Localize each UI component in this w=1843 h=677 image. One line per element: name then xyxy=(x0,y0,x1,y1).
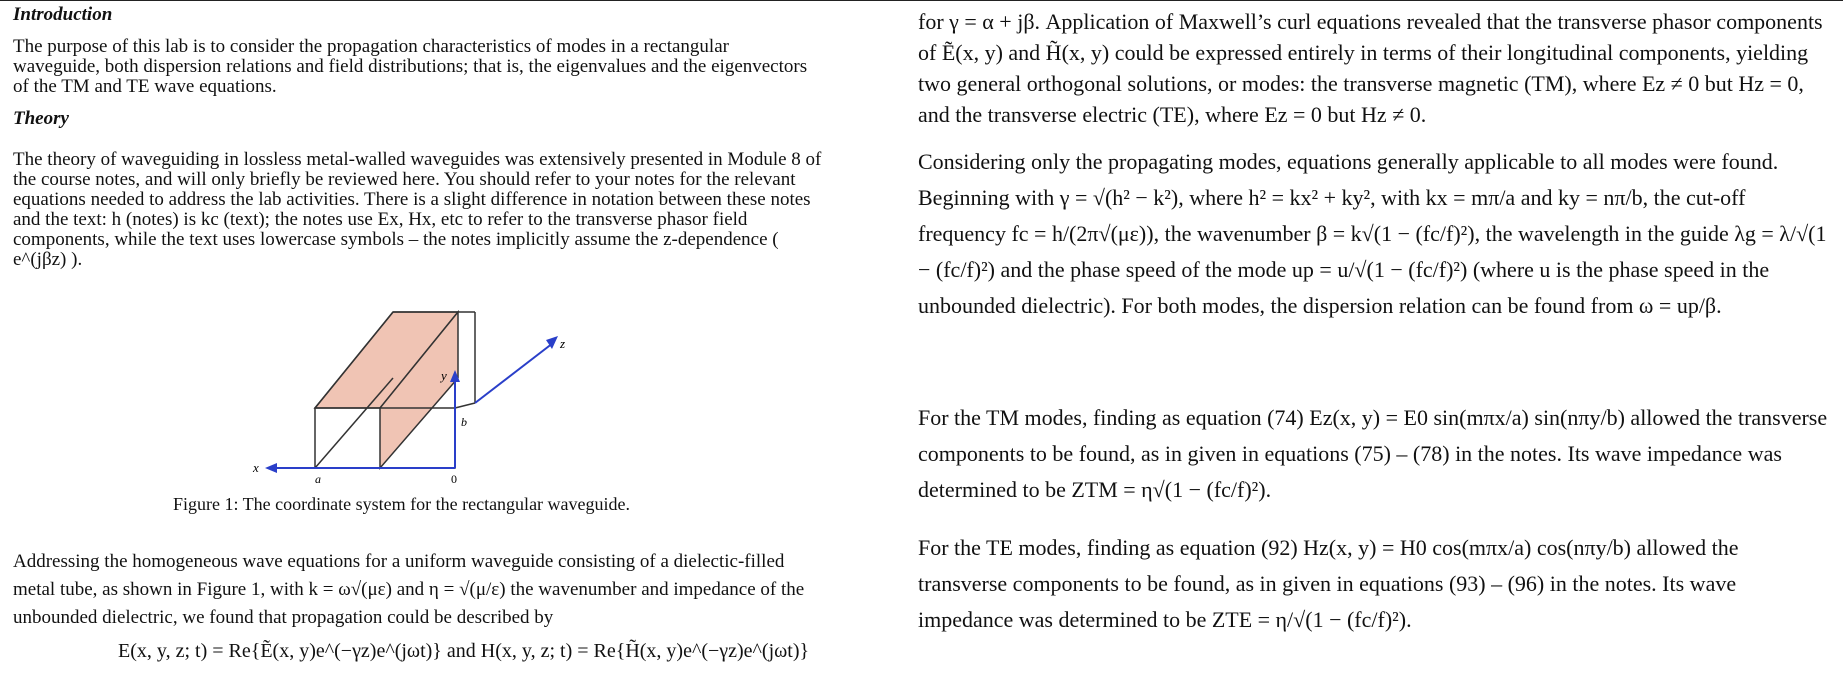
dimension-a-label: a xyxy=(315,472,321,486)
right-paragraph-2: Considering only the propagating modes, equations generally applicable to all modes were found. Beginning with γ = √(h² − k²), where h² = kx² + ky², with kx = mπ/a and ky = nπ/b, the cut-off frequency fc = h/(2π√(με)), the wavenumber β = k√(1 − (fc/f)²), the wavelength in the guide λg = λ/√(1 − (fc/f)²) and the phase speed of the mode up = u/√(1 − (fc/f)²) (where u is the phase speed in the unbounded dielectric). For both modes, the dispersion relation can be found from ω = up/β. xyxy=(918,149,1827,318)
intro-paragraph: The purpose of this lab is to consider the propagation characteristics of modes in a rectangular waveguide, both dispersion relations and field distributions; that is, the eigenvalues and the eigenvectors of the TM and TE wave equations. xyxy=(13,36,808,97)
theory-section xyxy=(13,108,69,130)
right-paragraph-3: For the TM modes, finding as equation (74) Ez(x, y) = E0 sin(mπx/a) sin(nπy/b) allowed the transverse components to be found, as in given in equations (75) – (78) in the notes. Its wave impedance was determined to be ZTM = η√(1 − (fc/f)²). xyxy=(918,405,1828,502)
intro-section xyxy=(13,4,828,26)
right-para3-wrap xyxy=(918,400,1833,508)
field-equation: E(x, y, z; t) = Re{Ẽ(x, y)e^(−γz)e^(jωt)} and H(x, y, z; t) = Re{H̃(x, y)e^(−γz)e^(jωt)} xyxy=(118,640,810,662)
x-axis-label: x xyxy=(253,460,259,475)
addressing-paragraph-wrap xyxy=(13,548,828,632)
theory-paragraph: The theory of waveguiding in lossless metal-walled waveguides was extensively presented in Module 8 of the course notes, and will only briefly be reviewed here. You should refer to your notes for the relevant equations needed to address the lab activities. There is a slight difference in notation between these notes and the text: h (notes) is kc (text); the notes use Ex, Hx, etc to refer to the transverse phasor field components, while the text uses lowercase symbols – the notes implicitly assume the z-dependence ( e^(jβz) ). xyxy=(13,149,822,270)
addressing-paragraph: Addressing the homogeneous wave equations for a uniform waveguide consisting of a dielectic-filled metal tube, as shown in Figure 1, with k = ω√(με) and η = √(μ/ε) the wavenumber and impedance of the unbounded dielectric, we found that propagation could be described by xyxy=(13,551,805,628)
intro-heading: Introduction xyxy=(13,4,113,25)
right-paragraph-1: for γ = α + jβ. Application of Maxwell’s curl equations revealed that the transverse phasor components of Ẽ(x, y) and H̃(x, y) could be expressed entirely in terms of their longitudinal components, yielding two general orthogonal solutions, or modes: the transverse magnetic (TM), where Ez ≠ 0 but Hz = 0, and the transverse electric (TE), where Ez = 0 but Hz ≠ 0. xyxy=(918,9,1823,127)
y-axis-label: y xyxy=(441,368,447,383)
z-axis-line xyxy=(475,343,553,403)
figure-caption: Figure 1: The coordinate system for the rectangular waveguide. xyxy=(173,494,631,514)
dimension-b-label: b xyxy=(461,415,467,429)
theory-heading: Theory xyxy=(13,108,69,129)
right-para1-wrap xyxy=(918,6,1833,130)
top-border-line xyxy=(0,0,1843,1)
x-axis-arrow xyxy=(265,463,277,473)
theory-paragraph-wrap xyxy=(13,150,828,270)
origin-label: 0 xyxy=(451,472,457,486)
waveguide-diagram xyxy=(253,308,613,486)
z-axis-label: z xyxy=(560,336,566,351)
waveguide-figure xyxy=(253,308,613,486)
intro-paragraph-wrap xyxy=(13,37,813,97)
right-paragraph-4: For the TE modes, finding as equation (92) Hz(x, y) = H0 cos(mπx/a) cos(nπy/b) allowed the transverse components to be found, as in given in equations (93) – (96) in the notes. Its wave impedance was determined to be ZTE = η/√(1 − (fc/f)²). xyxy=(918,535,1739,632)
right-para2-wrap xyxy=(918,144,1833,324)
right-para4-wrap xyxy=(918,530,1833,638)
